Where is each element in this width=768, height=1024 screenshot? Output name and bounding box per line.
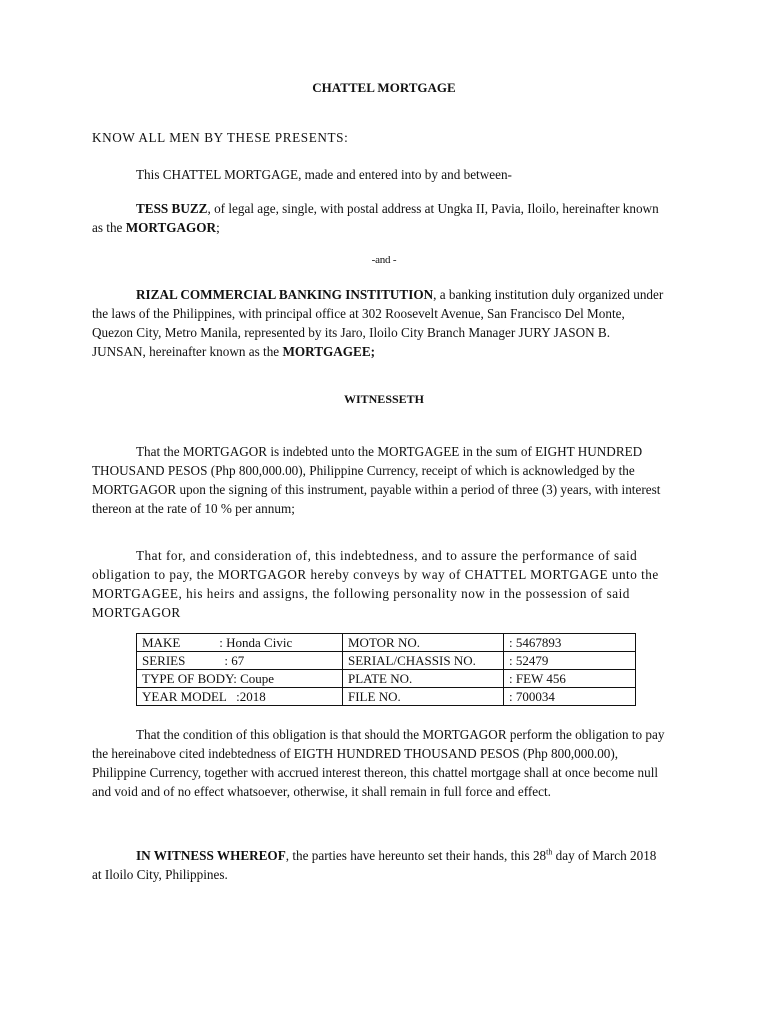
know-all-heading: KNOW ALL MEN BY THESE PRESENTS: [92,130,349,145]
mortgagee-paragraph [92,285,666,361]
intro-paragraph: This CHATTEL MORTGAGE, made and entered into by and between- [136,167,512,182]
witness-whereof-paragraph [92,846,666,884]
mortgagor-role: MORTGAGOR [125,220,217,235]
mortgagor-paragraph [92,199,666,237]
condition-paragraph: That the condition of this obligation is that should the MORTGAGOR perform the obligation to pay the hereinabove cited indebtedness of EIGTH HUNDRED THOUSAND PESOS (Php 800,000.00), Philippine Currency, together with accrued interest thereon, this chattel mortgage shall at once become null and void and of no effect whatsoever, otherwise, it shall remain in full force and effect. [92,727,665,799]
table-cell: MOTOR NO. [343,634,504,652]
and-separator: -and - [371,254,397,266]
mortgagee-role: MORTGAGEE; [282,344,376,359]
day-suffix: th [546,847,553,857]
table-cell: : 52479 [504,652,636,670]
table-cell: : FEW 456 [504,670,636,688]
table-cell: SERIES : 67 [137,652,343,670]
table-cell: MAKE : Honda Civic [137,634,343,652]
mortgagor-details: , of legal age, single, with postal address at Ungka II, Pavia, Iloilo, hereinafter known as the [92,201,659,235]
witness-whereof-end: day of March 2018 at Iloilo City, Philippines. [92,848,657,882]
table-row [137,670,636,688]
vehicle-table [136,633,636,706]
table-cell: YEAR MODEL :2018 [137,688,343,706]
mortgagor-name: TESS BUZZ [136,201,208,216]
table-cell: SERIAL/CHASSIS NO. [343,652,504,670]
mortgagee-details: , a banking institution duly organized under the laws of the Philippines, with principal office at 302 Roosevelt Avenue, San Francisco Del Monte, Quezon City, Metro Manila, represented by its Jaro, Iloilo City Branch Manager JURY JASON B. JUNSAN, hereinafter known as the [92,287,664,359]
table-row [137,688,636,706]
table-cell: FILE NO. [343,688,504,706]
table-cell: : 700034 [504,688,636,706]
mortgagor-end: ; [216,220,220,235]
debt-paragraph: That the MORTGAGOR is indebted unto the MORTGAGEE in the sum of EIGHT HUNDRED THOUSAND PESOS (Php 800,000.00), Philippine Currency, receipt of which is acknowledged by the MORTGAGOR upon the signing of this instrument, payable within a period of three (3) years, with interest thereon at the rate of 10 % per annum; [92,444,661,516]
mortgagee-name: RIZAL COMMERCIAL BANKING INSTITUTION [136,287,434,302]
witnesseth-heading: WITNESSETH [343,392,425,406]
witness-whereof-text: , the parties have hereunto set their hands, this 28 [285,848,547,863]
table-cell: TYPE OF BODY: Coupe [137,670,343,688]
document-title: CHATTEL MORTGAGE [312,80,456,95]
table-row [137,652,636,670]
table-cell: : 5467893 [504,634,636,652]
table-row [137,634,636,652]
witness-whereof-lead: IN WITNESS WHEREOF [136,848,286,863]
table-cell: PLATE NO. [343,670,504,688]
consideration-paragraph: That for, and consideration of, this indebtedness, and to assure the performance of said obligation to pay, the MORTGAGOR hereby conveys by way of CHATTEL MORTGAGE unto the MORTGAGEE, his heirs and assigns, the following personality now in the possession of said MORTGAGOR [92,548,659,620]
